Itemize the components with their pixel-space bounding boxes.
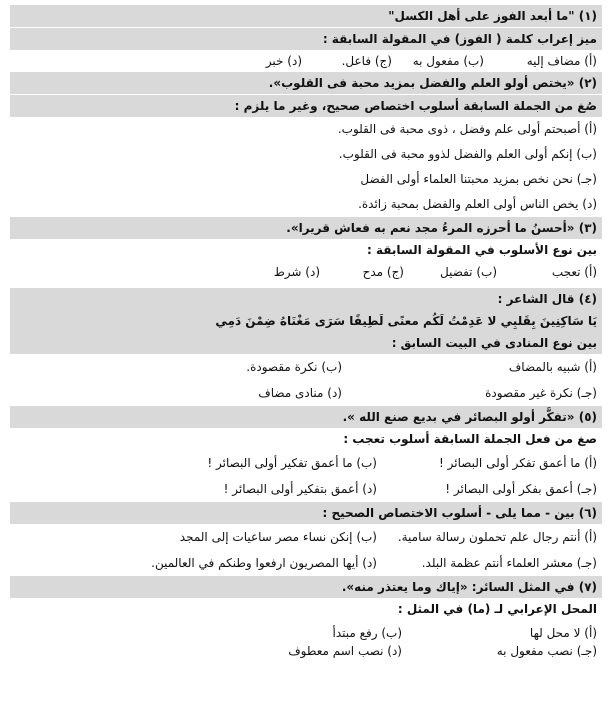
option-b[interactable]: (ب) نكرة مقصودة. xyxy=(246,360,342,374)
option-b[interactable]: (ب) ما أعمق تفكير أولى البصائر ! xyxy=(207,456,377,470)
exam-sheet xyxy=(10,5,602,660)
question-4-options-row1 xyxy=(10,354,602,380)
question-3-prompt: بين نوع الأسلوب في المقولة السابقة : xyxy=(10,239,602,261)
option-d[interactable]: (د) خبر xyxy=(265,54,302,68)
question-7-title: (٧) في المثل السائر: «إياك وما يعتذر منه». xyxy=(10,576,602,598)
option-c[interactable]: (جـ) نحن نخص بمزيد محبتنا العلماء أولى الفضل xyxy=(10,167,602,192)
option-d[interactable]: (د) نصب اسم معطوف xyxy=(288,644,402,658)
question-4-options-row2 xyxy=(10,380,602,406)
option-b[interactable]: (ب) تفضيل xyxy=(440,265,497,279)
question-1-title: (١) "ما أبعد الفوز على أهل الكسل" xyxy=(10,5,602,27)
question-6-title: (٦) بين - مما يلى - أسلوب الاختصاص الصحيح : xyxy=(10,502,602,524)
option-c[interactable]: (جـ) نكرة غير مقصودة xyxy=(485,386,597,400)
option-a[interactable]: (أ) مضاف إليه xyxy=(526,54,597,68)
question-7-prompt: المحل الإعرابي لـ (ما) في المثل : xyxy=(10,598,602,620)
question-7-options-row2 xyxy=(10,642,602,660)
option-c[interactable]: (ج) مدح xyxy=(362,265,404,279)
question-1-options xyxy=(10,50,602,72)
question-1-prompt: ميز إعراب كلمة ( الفوز) في المقولة السابقة : xyxy=(10,28,602,50)
question-2-prompt: صُغ من الجملة السابقة أسلوب اختصاص صحيح، وغير ما يلزم : xyxy=(10,95,602,117)
option-b[interactable]: (ب) رفع مبتدأ xyxy=(332,626,402,640)
question-5-title: (٥) «تفكَّر أولو البصائر في بديع صنع الله ». xyxy=(10,406,602,428)
option-b[interactable]: (ب) إنكم أولى العلم والفضل لذوو محبة فى القلوب. xyxy=(10,142,602,167)
option-c[interactable]: (جـ) أعمق بفكر أولى البصائر ! xyxy=(445,482,597,496)
option-d[interactable]: (د) أعمق بتفكير أولى البصائر ! xyxy=(223,482,377,496)
option-b[interactable]: (ب) مفعول به xyxy=(412,54,484,68)
question-5-options-row2 xyxy=(10,476,602,502)
option-a[interactable]: (أ) أصبحتم أولى علم وفضل ، ذوى محبة فى القلوب. xyxy=(10,117,602,142)
option-a[interactable]: (أ) تعجب xyxy=(551,265,597,279)
question-5-options-row1 xyxy=(10,450,602,476)
option-c[interactable]: (جـ) نصب مفعول به xyxy=(496,644,597,658)
option-d[interactable]: (د) يخص الناس أولى العلم والفضل بمحبة زائدة. xyxy=(10,192,602,217)
option-d[interactable]: (د) أيها المصريون ارفعوا وطنكم في العالمين. xyxy=(151,556,377,570)
option-d[interactable]: (د) شرط xyxy=(273,265,320,279)
question-4-prompt: بين نوع المنادى في البيت السابق : xyxy=(10,332,602,354)
question-3-title: (٣) «أحسنُ ما أحرزه المرءُ مجد نعم به فعاش قريرا». xyxy=(10,217,602,239)
option-a[interactable]: (أ) لا محل لها xyxy=(529,626,597,640)
option-c[interactable]: (ج) فاعل. xyxy=(341,54,392,68)
option-a[interactable]: (أ) أنتم رجال علم تحملون رسالة سامية. xyxy=(397,530,597,544)
question-6-options-row1 xyxy=(10,524,602,550)
question-4-verse: يَا سَاكِنِينَ بِقَلبِي لا عَدِمْتُ لَكُم معنًى لَطِيفًا سَرَى مَغْنَاهُ ضِمْنَ دَمِي xyxy=(10,310,602,332)
question-7-options-row1 xyxy=(10,624,602,642)
question-3-options xyxy=(10,261,602,283)
question-2-title: (٢) «يختص أولو العلم والفضل بمزيد محبة فى القلوب». xyxy=(10,72,602,94)
question-5-prompt: صغ من فعل الجملة السابقة أسلوب تعجب : xyxy=(10,428,602,450)
question-4-title: (٤) قال الشاعر : xyxy=(10,288,602,310)
option-a[interactable]: (أ) شبيه بالمضاف xyxy=(508,360,597,374)
option-b[interactable]: (ب) إنكن نساء مصر ساعيات إلى المجد xyxy=(179,530,377,544)
question-6-options-row2 xyxy=(10,550,602,576)
option-c[interactable]: (جـ) معشر العلماء أنتم عظمة البلد. xyxy=(421,556,597,570)
option-a[interactable]: (أ) ما أعمق تفكر أولى البصائر ! xyxy=(439,456,597,470)
option-d[interactable]: (د) منادى مضاف xyxy=(258,386,342,400)
